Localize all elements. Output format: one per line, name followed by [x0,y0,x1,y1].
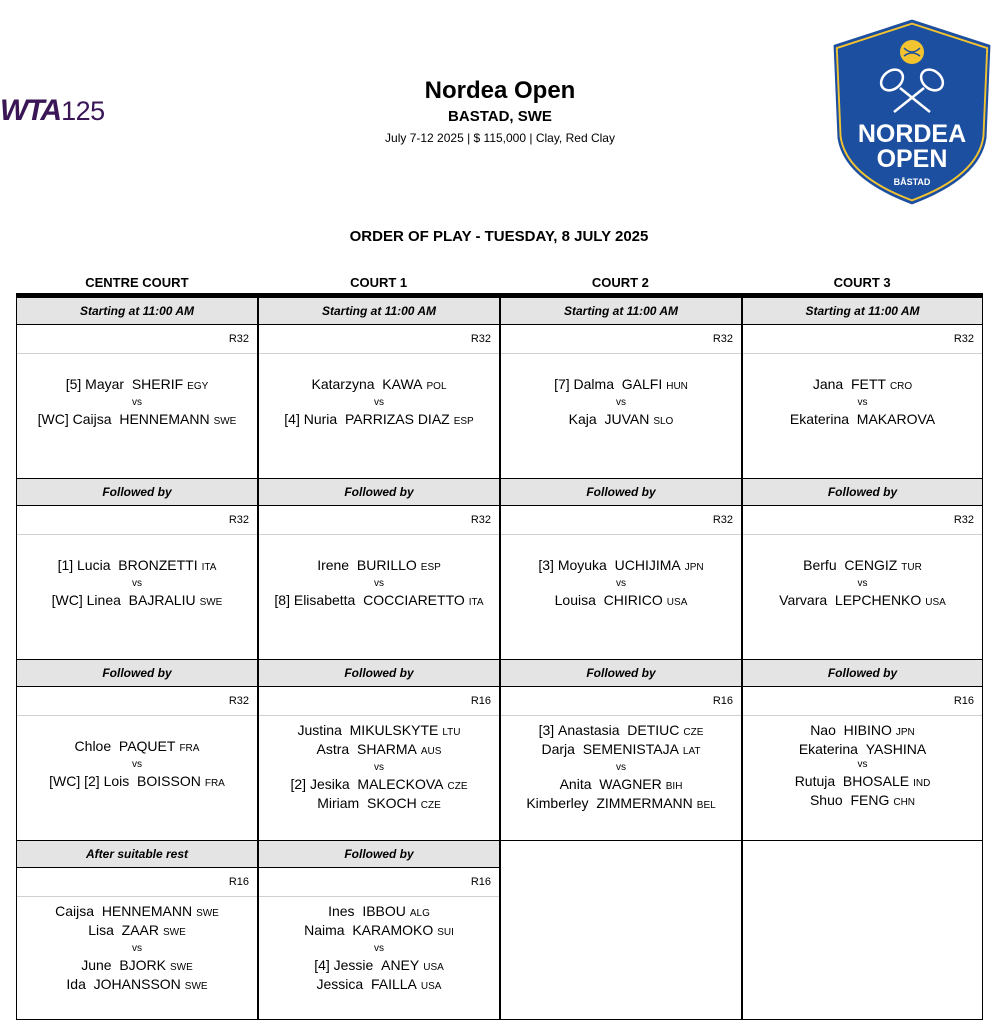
nationality-code: FRA [179,743,200,754]
vs-label: vs [857,397,868,408]
player-line [743,741,982,757]
nationality-code: USA [925,597,946,608]
nationality-code: EGY [187,381,209,392]
wta-logo-mark: WTA [0,94,61,127]
round-label: R16 [259,868,499,897]
match-cell [742,659,983,843]
vs-label: vs [374,397,384,408]
nationality-code: SWE [196,908,219,919]
player-line [259,795,499,814]
player-line [17,376,257,395]
player-name: [WC] Linea BAJRALIU [51,592,196,608]
nationality-code: LTU [442,727,461,738]
vs-label: vs [857,578,868,589]
player-name: Berfu CENGIZ [803,557,898,573]
match-players [17,535,257,611]
match-players [17,354,257,430]
nationality-code: CHN [893,797,916,808]
nationality-code: POL [426,381,447,392]
start-time-label: Starting at 11:00 AM [501,298,741,325]
player-name: [WC] [2] Lois BOISSON [49,773,201,789]
round-label: R32 [743,506,982,535]
nationality-code: SUI [437,927,454,938]
player-name: Nao HIBINO [810,722,892,738]
nationality-code: CZE [447,781,468,792]
nationality-code: LAT [682,746,701,757]
nationality-code: FRA [204,778,225,789]
player-name: Irene BURILLO [317,557,417,573]
match-cell [16,659,258,843]
match-players [17,897,257,995]
vs-label: vs [132,759,142,770]
player-name: Varvara LEPCHENKO [779,592,922,608]
nationality-code: SWE [199,597,223,608]
nationality-code: USA [423,962,444,973]
player-name: Kaja JUVAN [568,411,650,427]
court-header: COURT 2 [591,275,649,290]
round-label: R32 [17,506,257,535]
start-time-label: Followed by [501,479,741,506]
player-line [259,957,499,976]
player-name: Darja SEMENISTAJA [541,741,679,757]
nationality-code: USA [666,597,688,608]
nationality-code: TUR [901,562,922,573]
player-name: [4] Jessie ANEY [314,957,420,973]
tournament-info: July 7-12 2025 | $ 115,000 | Clay, Red Clay [385,131,615,145]
match-cell [742,297,983,481]
player-line [259,922,499,941]
player-name: Anita WAGNER [559,776,662,792]
match-players [501,535,741,611]
round-label: R32 [259,506,499,535]
tournament-header [300,76,700,146]
player-line [17,592,257,611]
player-name: Ekaterina MAKAROVA [789,411,936,427]
match-players [259,716,499,814]
start-time-label: Starting at 11:00 AM [17,298,257,325]
player-line [259,741,499,760]
vs-label: vs [374,578,384,589]
nationality-code: ITA [468,597,484,608]
round-label: R16 [501,687,741,716]
match-cell [16,840,258,1020]
player-line [259,976,499,995]
player-name: Rutuja BHOSALE [794,773,910,789]
player-name: [WC] Caijsa HENNEMANN [37,411,210,427]
nationality-code: CRO [889,381,913,392]
player-line [501,592,741,611]
match-players [743,354,982,427]
vs-label: vs [132,578,142,589]
player-name: [7] Dalma GALFI [554,376,663,392]
tournament-location: BASTAD, SWE [448,108,552,125]
player-line [17,957,257,976]
nationality-code: USA [420,981,442,992]
round-label: R32 [17,325,257,354]
nationality-code: ESP [420,562,441,573]
round-label: R32 [259,325,499,354]
match-cell [16,297,258,481]
match-cell [500,297,742,481]
tournament-title: Nordea Open [424,77,576,104]
player-name: Ida JOHANSSON [66,976,181,992]
player-line [259,903,499,922]
player-name: Caijsa HENNEMANN [55,903,193,919]
nationality-code: BIH [665,781,683,792]
player-line [743,722,982,741]
order-of-play-title: ORDER OF PLAY - TUESDAY, 8 JULY 2025 [349,228,649,245]
start-time-label: Followed by [259,841,499,868]
player-name: Ekaterina YASHINA [798,741,927,757]
player-name: [4] Nuria PARRIZAS DIAZ [284,411,450,427]
player-line [17,903,257,922]
match-cell [742,478,983,662]
player-name: [3] Moyuka UCHIJIMA [538,557,681,573]
player-name: Shuo FENG [809,792,890,808]
player-name: Kimberley ZIMMERMANN [526,795,693,811]
vs-label: vs [616,578,626,589]
player-line [259,557,499,576]
player-name: [2] Jesika MALECKOVA [290,776,444,792]
player-name: [1] Lucia BRONZETTI [57,557,198,573]
court-header: COURT 1 [350,275,408,290]
empty-cell [742,840,983,1020]
nationality-code: CZE [683,727,704,738]
player-line [743,592,982,611]
player-line [17,922,257,941]
match-players [743,535,982,611]
vs-label: vs [616,397,626,408]
match-players [259,354,499,430]
player-line [743,773,982,792]
player-line [743,792,982,811]
start-time-label: Followed by [17,660,257,687]
nationality-code: AUS [420,746,442,757]
player-line [501,741,741,760]
vs-label: vs [374,762,384,773]
wta-logo-tier: 125 [61,95,105,126]
nationality-code: SLO [653,416,674,427]
player-line [259,411,499,430]
player-name: Chloe PAQUET [74,738,176,754]
player-name: Naima KARAMOKO [304,922,434,938]
player-line [501,722,741,741]
match-players [17,716,257,792]
match-cell [500,659,742,843]
badge-line-3: BÅSTAD [893,177,931,187]
nordea-open-badge [826,14,998,210]
player-name: June BJORK [81,957,167,973]
start-time-label: After suitable rest [17,841,257,868]
court-header: CENTRE COURT [85,275,189,290]
player-line [501,795,741,814]
match-players [743,716,982,811]
player-name: Jana FETT [812,376,886,392]
player-line [259,376,499,395]
match-cell [258,840,500,1020]
round-label: R16 [17,868,257,897]
player-line [743,411,982,427]
nationality-code: SWE [163,927,186,938]
player-line [501,411,741,430]
round-label: R16 [259,687,499,716]
match-cell [258,478,500,662]
nationality-code: JPN [895,727,915,738]
start-time-label: Followed by [17,479,257,506]
player-line [17,738,257,757]
start-time-label: Followed by [501,660,741,687]
nationality-code: SWE [184,981,208,992]
player-name: Ines IBBOU [328,903,406,919]
match-cell [258,659,500,843]
nationality-code: HUN [666,381,688,392]
player-name: Astra SHARMA [316,741,417,757]
vs-label: vs [616,762,626,773]
player-line [259,722,499,741]
player-line [743,557,982,576]
player-name: [5] Mayar SHERIF [65,376,184,392]
match-cell [500,478,742,662]
nationality-code: SWE [170,962,193,973]
nationality-code: ALG [409,908,430,919]
empty-cell [500,840,742,1020]
round-label: R32 [743,325,982,354]
player-name: [8] Elisabetta COCCIARETTO [274,592,465,608]
nationality-code: JPN [684,562,704,573]
badge-line-2: OPEN [876,145,948,173]
nationality-code: CZE [420,800,441,811]
player-name: [3] Anastasia DETIUC [538,722,680,738]
player-name: Justina MIKULSKYTE [297,722,439,738]
player-line [501,376,741,395]
player-line [17,976,257,995]
player-line [17,411,257,430]
match-players [501,354,741,430]
match-players [259,535,499,611]
player-name: Louisa CHIRICO [554,592,663,608]
nationality-code: ESP [453,416,474,427]
vs-label: vs [132,397,142,408]
player-name: Lisa ZAAR [88,922,160,938]
player-line [259,776,499,795]
schedule-grid [16,293,983,1020]
nationality-code: SWE [213,416,237,427]
nationality-code: BEL [696,800,716,811]
badge-line-1: NORDEA [857,120,967,148]
match-players [501,716,741,814]
player-line [743,376,982,395]
match-players [259,897,499,995]
vs-label: vs [857,759,868,770]
player-line [259,592,499,611]
player-line [17,557,257,576]
start-time-label: Followed by [743,479,982,506]
vs-label: vs [374,943,384,954]
start-time-label: Followed by [259,660,499,687]
player-name: Miriam SKOCH [317,795,417,811]
player-line [17,773,257,792]
nationality-code: IND [913,778,931,789]
round-label: R32 [17,687,257,716]
match-cell [16,478,258,662]
vs-label: vs [132,943,142,954]
start-time-label: Starting at 11:00 AM [259,298,499,325]
player-name: Jessica FAILLA [316,976,417,992]
start-time-label: Followed by [259,479,499,506]
player-line [501,557,741,576]
player-name: Katarzyna KAWA [311,376,423,392]
round-label: R32 [501,325,741,354]
court-header: COURT 3 [833,275,891,290]
nationality-code: ITA [201,562,217,573]
round-label: R32 [501,506,741,535]
match-cell [258,297,500,481]
round-label: R16 [743,687,982,716]
start-time-label: Followed by [743,660,982,687]
start-time-label: Starting at 11:00 AM [743,298,982,325]
player-line [501,776,741,795]
wta-125-logo [0,94,105,128]
court-headers [16,275,983,291]
